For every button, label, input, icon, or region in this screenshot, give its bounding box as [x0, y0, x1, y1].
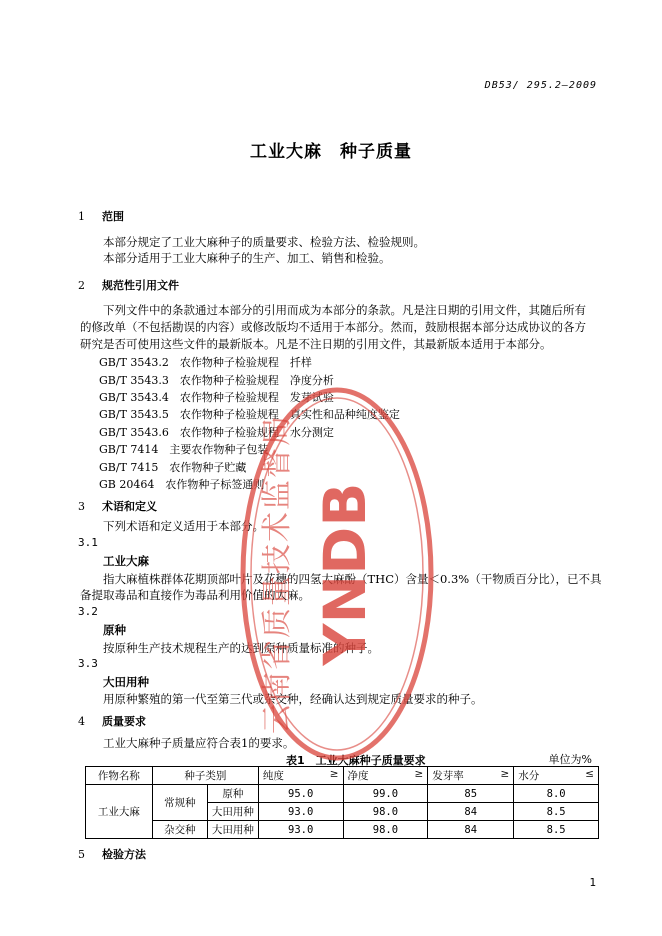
grade-cell: 大田用种 — [207, 803, 258, 821]
section-title: 质量要求 — [102, 715, 146, 728]
term-number: 3.3 — [78, 657, 98, 670]
seal-agency-text: 云南省质量技术监督局 — [260, 414, 295, 734]
section-heading-scope — [78, 208, 124, 224]
section-title: 规范性引用文件 — [102, 279, 179, 292]
term-number: 3.2 — [78, 605, 98, 618]
term-definition: 备提取毒品和直接作为毒品利用价值的大麻。 — [80, 588, 310, 602]
table-row — [86, 785, 599, 803]
purity-cell: 93.0 — [258, 803, 343, 821]
header-operator: ≥ — [500, 768, 510, 780]
grade-cell: 原种 — [207, 785, 258, 803]
cleanliness-cell: 98.0 — [343, 803, 428, 821]
section-title: 术语和定义 — [102, 500, 157, 513]
header-category: 种子类别 — [152, 767, 258, 785]
section-heading-terms — [78, 498, 157, 514]
reference-item: GB 20464 农作物种子标签通则 — [99, 478, 265, 491]
table-row — [86, 821, 599, 839]
seal-logo-text: YNDB — [311, 482, 379, 666]
header-cleanliness — [343, 767, 428, 785]
moisture-cell: 8.5 — [514, 821, 599, 839]
crop-name-cell: 工业大麻 — [86, 785, 153, 839]
header-operator: ≥ — [329, 768, 339, 780]
purity-cell: 93.0 — [258, 821, 343, 839]
header-crop: 作物名称 — [86, 767, 153, 785]
reference-item: GB/T 7414 主要农作物种子包装 — [99, 443, 269, 456]
group-cell: 杂交种 — [152, 821, 207, 839]
header-moisture — [514, 767, 599, 785]
moisture-cell: 8.5 — [514, 803, 599, 821]
header-label: 发芽率 — [432, 770, 464, 782]
header-label: 水分 — [518, 770, 540, 782]
section-heading-normative-references — [78, 277, 179, 293]
section-number: 1 — [78, 210, 85, 223]
reference-item: GB/T 3543.4 农作物种子检验规程 发芽试验 — [99, 391, 334, 404]
section-title: 检验方法 — [102, 848, 146, 861]
paragraph: 研究是否可使用这些文件的最新版本。凡是不注日期的引用文件，其最新版本适用于本部分。 — [80, 337, 552, 351]
page-title: 工业大麻 种子质量 — [250, 142, 412, 162]
germination-cell: 84 — [428, 821, 514, 839]
header-operator: ≤ — [585, 768, 594, 780]
reference-item: GB/T 3543.6 农作物种子检验规程 水分测定 — [99, 426, 334, 439]
term-name: 工业大麻 — [103, 554, 149, 568]
header-operator: ≥ — [414, 768, 424, 780]
reference-item: GB/T 3543.2 农作物种子检验规程 扦样 — [99, 356, 312, 369]
grade-cell: 大田用种 — [207, 821, 258, 839]
section-heading-test-methods — [78, 846, 146, 862]
group-cell: 常规种 — [152, 785, 207, 821]
paragraph: 的修改单（不包括勘误的内容）或修改版均不适用于本部分。然而，鼓励根据本部分达成协议的各方 — [80, 320, 586, 334]
term-number: 3.1 — [78, 536, 98, 549]
header-purity — [258, 767, 343, 785]
section-number: 3 — [78, 500, 85, 513]
germination-cell: 85 — [428, 785, 514, 803]
paragraph: 本部分适用于工业大麻种子的生产、加工、销售和检验。 — [103, 251, 391, 265]
table-unit: 单位为% — [548, 753, 592, 766]
document-number: DB53/ 295.2—2009 — [484, 80, 597, 91]
table-header-row — [86, 767, 599, 785]
cleanliness-cell: 99.0 — [343, 785, 428, 803]
reference-item: GB/T 7415 农作物种子贮藏 — [99, 461, 247, 474]
page-number: 1 — [589, 876, 596, 889]
paragraph: 工业大麻种子质量应符合表1的要求。 — [103, 736, 295, 750]
term-name: 大田用种 — [103, 675, 149, 689]
header-label: 纯度 — [262, 770, 284, 782]
term-definition: 指大麻植株群体花期顶部叶片及花穗的四氢大麻酚（THC）含量＜0.3%（干物质百分比），已不具 — [103, 572, 602, 586]
paragraph: 下列文件中的条款通过本部分的引用而成为本部分的条款。凡是注日期的引用文件，其随后所有 — [103, 303, 586, 317]
header-germination — [428, 767, 514, 785]
section-title: 范围 — [102, 210, 124, 223]
header-label: 净度 — [347, 770, 369, 782]
reference-item: GB/T 3543.5 农作物种子检验规程 真实性和品种纯度鉴定 — [99, 408, 400, 421]
table-caption: 表1 工业大麻种子质量要求 — [286, 754, 426, 767]
paragraph: 下列术语和定义适用于本部分。 — [103, 519, 264, 533]
paragraph: 本部分规定了工业大麻种子的质量要求、检验方法、检验规则。 — [103, 235, 425, 249]
term-definition: 按原种生产技术规程生产的达到原种质量标准的种子。 — [103, 641, 379, 655]
reference-item: GB/T 3543.3 农作物种子检验规程 净度分析 — [99, 374, 334, 387]
purity-cell: 95.0 — [258, 785, 343, 803]
section-heading-quality — [78, 713, 146, 729]
cleanliness-cell: 98.0 — [343, 821, 428, 839]
term-definition: 用原种繁殖的第一代至第三代或杂交种，经确认达到规定质量要求的种子。 — [103, 692, 483, 706]
quality-table — [85, 766, 599, 839]
germination-cell: 84 — [428, 803, 514, 821]
section-number: 5 — [78, 848, 85, 861]
section-number: 4 — [78, 715, 85, 728]
section-number: 2 — [78, 279, 85, 292]
moisture-cell: 8.0 — [514, 785, 599, 803]
term-name: 原种 — [103, 623, 126, 637]
